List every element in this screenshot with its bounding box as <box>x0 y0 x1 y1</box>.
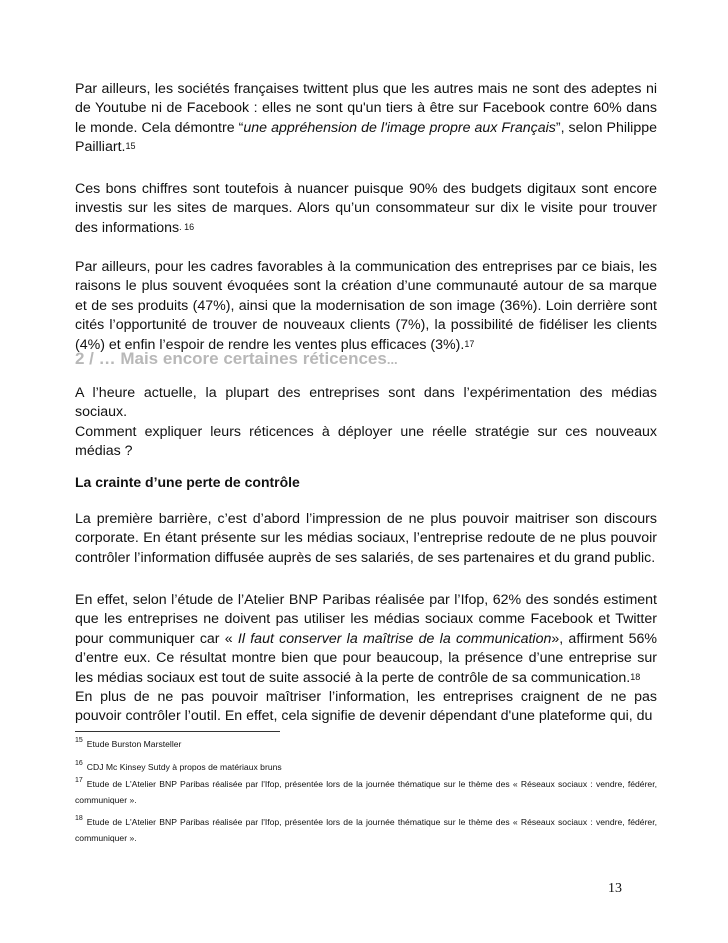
paragraph-7 <box>75 591 657 688</box>
footnote-15 <box>75 737 657 753</box>
footnote-text: CDJ Mc Kinsey Sutdy à propos de matériaux bruns <box>86 762 282 772</box>
paragraph-8: En plus de ne pas pouvoir maîtriser l’information, les entreprises craignent de ne pas pouvoir contrôler l’outil. En effet, cela signifie de devenir dépendant d'une plateforme qui, du <box>75 689 657 725</box>
footnote-number: 16 <box>75 760 83 767</box>
footnote-number: 15 <box>75 737 83 744</box>
paragraph-3-text: Par ailleurs, pour les cadres favorables à la communication des entreprises par ce biais, les raisons le plus souvent évoquées sont la création d’une communauté autour de sa marque et de ses produits (47%), ainsi que la modernisation de son image (36%). Loin derrière sont cités l’opportunité de trouver de nouveaux clients (7%), la possibilité de fidéliser les clients (4%) et enfin l’espoir de rendre les ventes plus efficaces (3%). <box>75 259 657 353</box>
section-heading <box>75 349 657 369</box>
footnote-17 <box>75 777 657 807</box>
paragraph-7-end: », affirment 56% d’entre eux. Ce résultat montre bien que pour beaucoup, la présence d’une entreprise sur les médias sociaux est tout de suite associé à la perte de contrôle de sa communication. <box>75 630 657 686</box>
paragraph-2 <box>75 180 657 238</box>
paragraph-7-text: En effet, selon l’étude de l’Atelier BNP Paribas réalisée par l’Ifop, 62% des sondés estiment que les entreprises ne doivent pas utiliser les médias sociaux comme Facebook et Twitter pour communiquer car « <box>75 592 657 647</box>
paragraph-2-text: Ces bons chiffres sont toutefois à nuancer puisque 90% des budgets digitaux sont encore investis sur les sites de marques. Alors qu’un consommateur sur dix le visite pour trouver des informations <box>75 181 657 236</box>
paragraph-1-end: ”, selon Philippe Pailliart. <box>75 119 657 156</box>
footnote-text: Etude de L'Atelier BNP Paribas réalisée par l'Ifop, présentée lors de la journée thématique sur le thème des « Réseaux sociaux : vendre, fédérer, communiquer ». <box>75 779 657 805</box>
footnote-ref-16: . 16 <box>179 221 195 232</box>
footnote-text: Etude Burston Marsteller <box>86 739 182 749</box>
section-heading-dots: ... <box>386 352 398 367</box>
footnote-number: 18 <box>75 815 83 822</box>
paragraph-4: A l’heure actuelle, la plupart des entreprises sont dans l’expérimentation des médias sociaux. <box>75 385 657 421</box>
footnote-number: 17 <box>75 777 83 784</box>
paragraph-3 <box>75 258 657 355</box>
paragraph-6: La première barrière, c’est d’abord l’impression de ne plus pouvoir maitriser son discours corporate. En étant présente sur les médias sociaux, l’entreprise redoute de ne plus pouvoir contrôler l’information diffusée auprès de ses salariés, de ses partenaires et du grand public. <box>75 511 657 566</box>
paragraph-1 <box>75 80 657 158</box>
page-number: 13 <box>608 881 622 896</box>
footnote-text: Etude de L'Atelier BNP Paribas réalisée par l'Ifop, présentée lors de la journée thématique sur le thème des « Réseaux sociaux : vendre, fédérer, communiquer ». <box>75 817 657 843</box>
section-heading-text: 2 / … Mais encore certaines réticences <box>75 349 387 368</box>
subsection-heading: La crainte d’une perte de contrôle <box>75 474 300 490</box>
footnote-ref-18: 18 <box>630 671 641 682</box>
paragraph-1-quote: une appréhension de l'image propre aux Français <box>243 119 556 136</box>
footnote-ref-15: 15 <box>125 141 136 152</box>
paragraph-1-text: Par ailleurs, les sociétés françaises twittent plus que les autres mais ne sont des adeptes ni de Youtube ni de Facebook : elles ne sont qu'un tiers à être sur Facebook contre 60% dans le monde. Cela démontre “ <box>75 81 657 136</box>
footnote-18 <box>75 815 657 845</box>
footnote-16 <box>75 760 657 776</box>
footnote-separator <box>75 731 280 732</box>
footnote-ref-17: 17 <box>464 338 475 349</box>
paragraph-5: Comment expliquer leurs réticences à déployer une réelle stratégie sur ces nouveaux médias ? <box>75 424 657 460</box>
paragraph-7-quote: Il faut conserver la maîtrise de la communication <box>237 630 552 647</box>
